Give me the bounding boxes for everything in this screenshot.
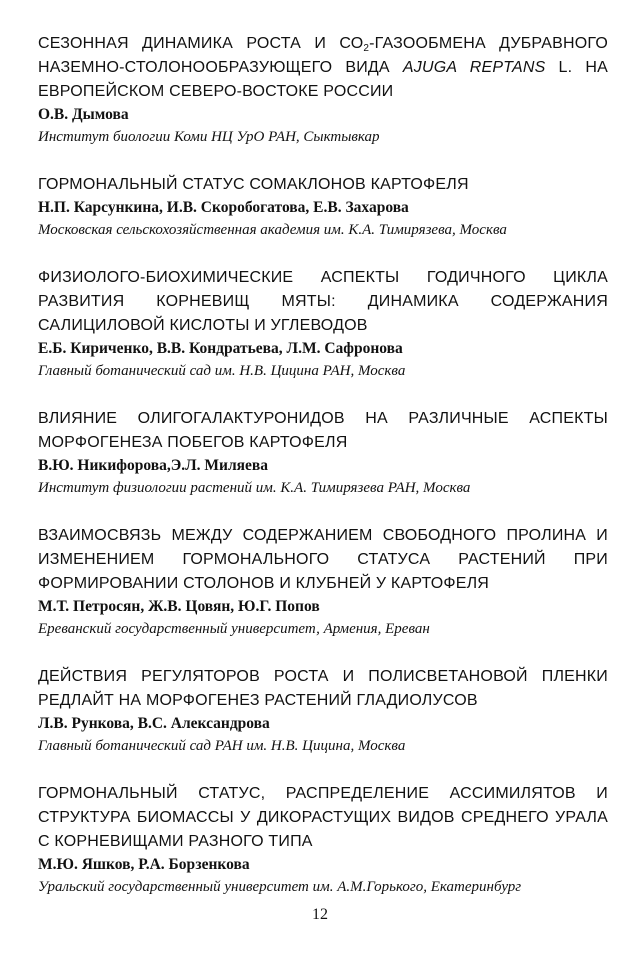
species-name: AJUGA REPTANS (402, 59, 546, 76)
abstract-entry (38, 524, 608, 640)
abstract-institution: Московская сельскохозяйственная академия им. К.А. Тимирязева, Москва (38, 222, 507, 238)
abstract-entry (38, 266, 608, 382)
abstract-title: ГОРМОНАЛЬНЫЙ СТАТУС СОМАКЛОНОВ КАРТОФЕЛЯ (38, 176, 469, 193)
subscript: 2 (363, 43, 370, 54)
abstract-authors: О.В. Дымова (38, 106, 129, 123)
abstract-institution: Главный ботанический сад РАН им. Н.В. Цицина, Москва (38, 738, 406, 754)
abstract-title: ВЛИЯНИЕ ОЛИГОГАЛАКТУРОНИДОВ НА РАЗЛИЧНЫЕ АСПЕКТЫ МОРФОГЕНЕЗА ПОБЕГОВ КАРТОФЕЛЯ (38, 410, 608, 451)
abstract-institution: Ереванский государственный университет, Армения, Ереван (38, 621, 430, 637)
abstract-entry (38, 173, 608, 241)
abstract-authors: В.Ю. Никифорова,Э.Л. Миляева (38, 457, 269, 474)
abstract-title: ГОРМОНАЛЬНЫЙ СТАТУС, РАСПРЕДЕЛЕНИЕ АССИМИЛЯТОВ И СТРУКТУРА БИОМАССЫ У ДИКОРАСТУЩИХ ВИДОВ СРЕДНЕГО УРАЛА С КОРНЕВИЩАМИ РАЗНОГО ТИПА (38, 785, 608, 850)
abstract-entry (38, 782, 608, 898)
abstracts-page (38, 32, 608, 923)
abstract-entry (38, 407, 608, 499)
abstract-title (38, 32, 608, 104)
abstract-title: ВЗАИМОСВЯЗЬ МЕЖДУ СОДЕРЖАНИЕМ СВОБОДНОГО ПРОЛИНА И ИЗМЕНЕНИЕМ ГОРМОНАЛЬНОГО СТАТУСА РАСТЕНИЙ ПРИ ФОРМИРОВАНИИ СТОЛОНОВ И КЛУБНЕЙ У КАРТОФЕЛЯ (38, 527, 608, 592)
abstract-entry (38, 665, 608, 757)
title-text: -ГАЗООБМЕНА ДУБРАВНОГО НАЗЕМНО-СТОЛОНООБРАЗУЮЩЕГО ВИДА (38, 35, 608, 76)
title-text: L. НА ЕВРОПЕЙСКОМ СЕВЕРО-ВОСТОКЕ РОССИИ (38, 59, 608, 100)
abstract-institution: Уральский государственный университет им. А.М.Горького, Екатеринбург (38, 879, 522, 895)
page-number: 12 (312, 906, 328, 923)
abstract-institution: Институт физиологии растений им. К.А. Тимирязева РАН, Москва (38, 480, 471, 496)
abstract-authors: Н.П. Карсункина, И.В. Скоробогатова, Е.В. Захарова (38, 199, 409, 216)
abstract-institution: Институт биологии Коми НЦ УрО РАН, Сыктывкар (38, 129, 380, 145)
abstract-authors: Е.Б. Кириченко, В.В. Кондратьева, Л.М. Сафронова (38, 340, 403, 357)
abstract-authors: М.Т. Петросян, Ж.В. Цовян, Ю.Г. Попов (38, 598, 320, 615)
abstract-authors: Л.В. Рункова, В.С. Александрова (38, 715, 270, 732)
abstract-institution: Главный ботанический сад им. Н.В. Цицина РАН, Москва (38, 363, 406, 379)
abstract-title: ФИЗИОЛОГО-БИОХИМИЧЕСКИЕ АСПЕКТЫ ГОДИЧНОГО ЦИКЛА РАЗВИТИЯ КОРНЕВИЩ МЯТЫ: ДИНАМИКА СОДЕРЖАНИЯ САЛИЦИЛОВОЙ КИСЛОТЫ И УГЛЕВОДОВ (38, 269, 608, 334)
abstract-entry (38, 32, 608, 148)
abstract-title: ДЕЙСТВИЯ РЕГУЛЯТОРОВ РОСТА И ПОЛИСВЕТАНОВОЙ ПЛЕНКИ РЕДЛАЙТ НА МОРФОГЕНЕЗ РАСТЕНИЙ ГЛАДИОЛУСОВ (38, 668, 608, 709)
abstract-authors: М.Ю. Яшков, Р.А. Борзенкова (38, 856, 250, 873)
title-text: СЕЗОННАЯ ДИНАМИКА РОСТА И СО (38, 35, 364, 52)
